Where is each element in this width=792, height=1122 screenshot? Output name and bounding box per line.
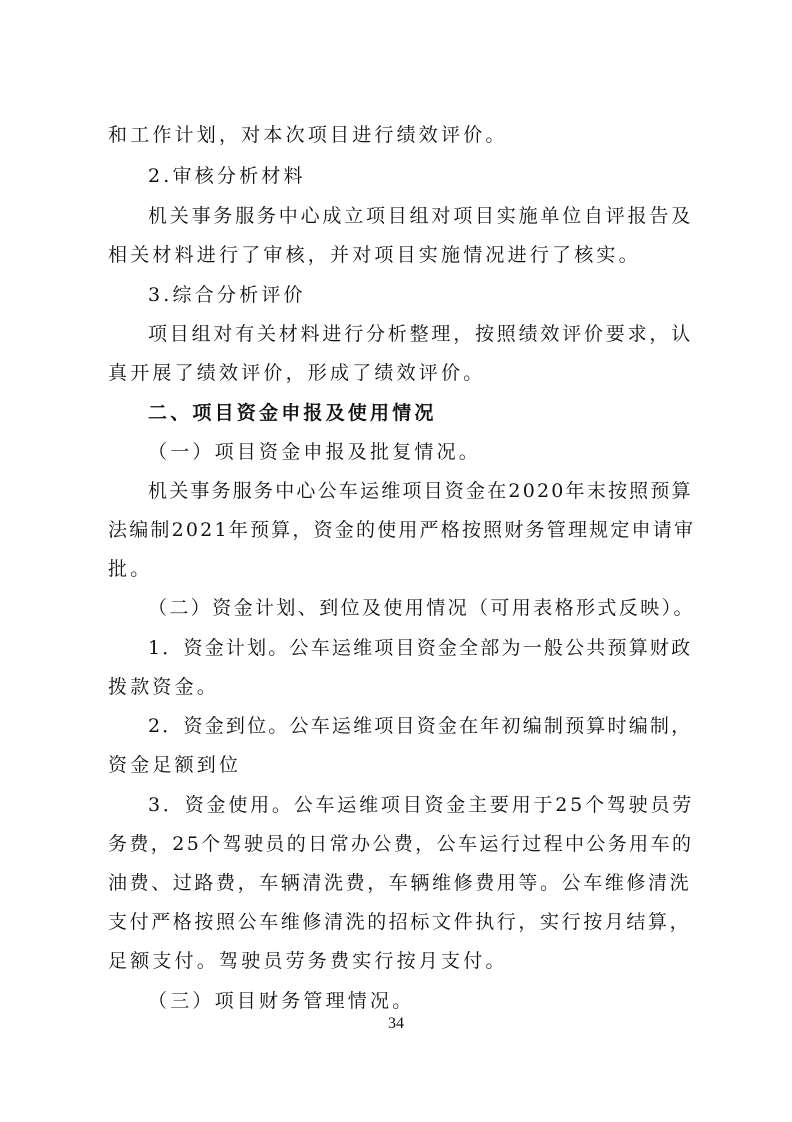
- page-number: 34: [388, 1015, 404, 1032]
- paragraph-funding-line-1: 机关事务服务中心公车运维项目资金在2020年末按照预算: [148, 480, 693, 502]
- text-line-continuation: 和工作计划，对本次项目进行绩效评价。: [108, 124, 508, 146]
- item-fund-use-line-5: 足额支付。驾驶员劳务费实行按月支付。: [108, 950, 508, 972]
- subsection-heading-3: （三）项目财务管理情况。: [148, 990, 415, 1012]
- paragraph-review-line-2: 相关材料进行了审核，并对项目实施情况进行了核实。: [108, 244, 641, 266]
- item-fund-arrival-line-1: 2．资金到位。公车运维项目资金在年初编制预算时编制，: [148, 715, 693, 737]
- subheading-comprehensive-evaluation: 3.综合分析评价: [148, 284, 306, 306]
- item-fund-use-line-1: 3．资金使用。公车运维项目资金主要用于25个驾驶员劳: [148, 794, 695, 816]
- item-fund-plan-line-2: 拨款资金。: [108, 676, 220, 698]
- item-fund-use-line-2: 务费，25个驾驶员的日常办公费，公车运行过程中公务用车的: [108, 833, 694, 855]
- subheading-review-materials: 2.审核分析材料: [148, 165, 306, 187]
- subsection-heading-1: （一）项目资金申报及批复情况。: [148, 441, 482, 463]
- paragraph-review-line-1: 机关事务服务中心成立项目组对项目实施单位自评报告及: [148, 205, 694, 227]
- subsection-heading-2: （二）资金计划、到位及使用情况（可用表格形式反映）。: [148, 597, 695, 619]
- item-fund-use-line-4: 支付严格按照公车维修清洗的招标文件执行，实行按月结算，: [108, 911, 692, 933]
- item-fund-arrival-line-2: 资金足额到位: [108, 754, 242, 776]
- paragraph-evaluation-line-1: 项目组对有关材料进行分析整理，按照绩效评价要求，认: [148, 323, 694, 345]
- paragraph-funding-line-2: 法编制2021年预算，资金的使用严格按照财务管理规定申请审: [108, 519, 696, 541]
- section-heading-funding: 二、项目资金申报及使用情况: [148, 402, 437, 424]
- paragraph-funding-line-3: 批。: [108, 558, 153, 580]
- paragraph-evaluation-line-2: 真开展了绩效评价，形成了绩效评价。: [108, 362, 486, 384]
- item-fund-use-line-3: 油费、过路费，车辆清洗费，车辆维修费用等。公车维修清洗: [108, 872, 692, 894]
- item-fund-plan-line-1: 1．资金计划。公车运维项目资金全部为一般公共预算财政: [148, 637, 693, 659]
